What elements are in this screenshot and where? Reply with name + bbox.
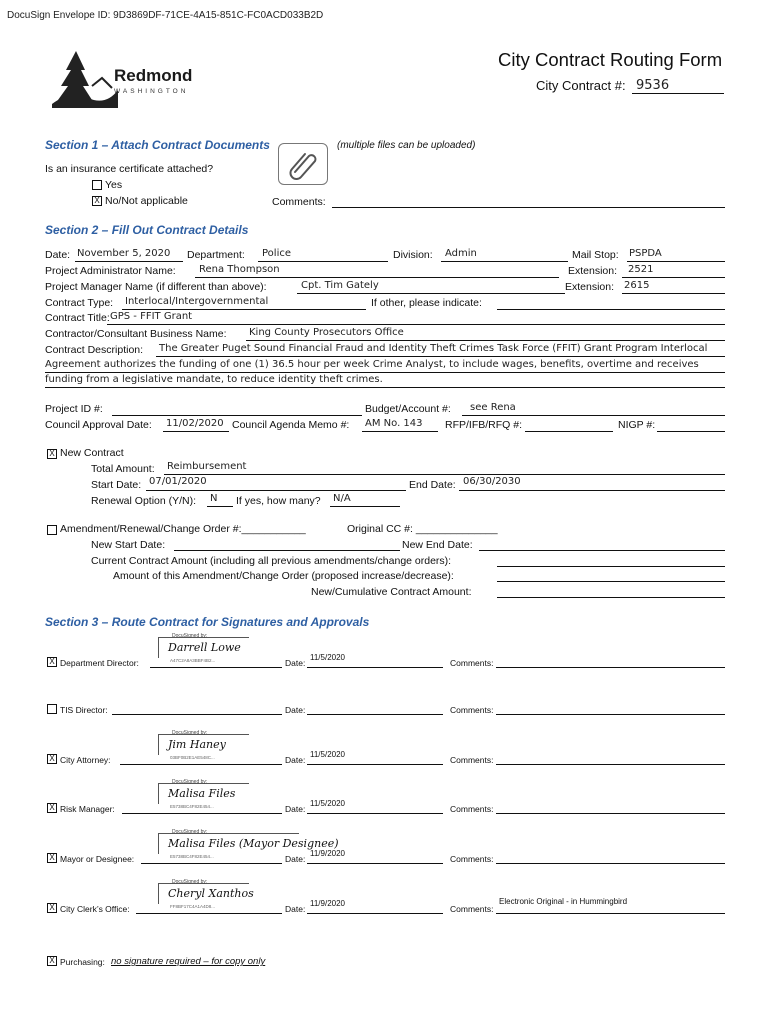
rfp-field[interactable] [525,431,613,432]
council-date-value[interactable]: 11/02/2020 [166,418,224,429]
cumulative-field[interactable] [497,597,725,598]
envelope-id: DocuSign Envelope ID: 9D3869DF-71CE-4A15-851C-FC0ACD033B2D [7,10,324,21]
signature-line[interactable] [120,764,282,765]
rfp-label: RFP/IFB/RFQ #: [445,419,523,431]
signature-line[interactable] [112,714,282,715]
approval-comments-line[interactable] [496,913,725,914]
approval-date-label: Date: [285,658,306,668]
original-cc-label: Original CC #: ______________ [347,523,498,535]
manager-label: Project Manager Name (if different than above): [45,281,267,293]
signature-line[interactable] [122,813,282,814]
project-id-label: Project ID #: [45,403,103,415]
approver-label: City Attorney: [60,755,111,765]
new-start-field[interactable] [174,550,400,551]
docusigned-label: DocuSigned by: [172,779,208,785]
approval-checkbox[interactable] [47,704,57,714]
section3-title: Section 3 – Route Contract for Signatures and Approvals [45,615,370,629]
total-amount-value[interactable]: Reimbursement [167,461,247,472]
approval-comments-line[interactable] [496,714,725,715]
approval-date-value[interactable]: 11/5/2020 [310,750,345,759]
consultant-value[interactable]: King County Prosecutors Office [249,327,404,338]
renewal-value[interactable]: N [210,493,218,504]
memo-label: Council Agenda Memo #: [232,419,350,431]
docusigned-label: DocuSigned by: [172,829,208,835]
manager-ext-label: Extension: [565,281,615,293]
amendment-label: Amendment/Renewal/Change Order #:___________ [60,523,306,535]
start-date-value[interactable]: 07/01/2020 [149,476,207,487]
signature-id: E5738BC4F82E454... [170,804,214,809]
approval-checkbox[interactable]: X [47,657,57,667]
division-value[interactable]: Admin [445,248,477,259]
approval-date-label: Date: [285,854,306,864]
new-start-label: New Start Date: [91,539,166,551]
approval-date-line[interactable] [307,863,443,864]
department-label: Department: [187,249,245,261]
budget-value[interactable]: see Rena [470,402,516,413]
other-label: If other, please indicate: [371,297,482,309]
current-amount-field[interactable] [497,566,725,567]
project-id-field[interactable] [112,415,362,416]
admin-value[interactable]: Rena Thompson [199,264,280,275]
section1-comments-label: Comments: [272,196,326,208]
approval-date-value[interactable]: 11/5/2020 [310,799,345,808]
budget-label: Budget/Account #: [365,403,451,415]
approval-date-label: Date: [285,804,306,814]
division-label: Division: [393,249,433,261]
department-value[interactable]: Police [262,248,291,259]
memo-value[interactable]: AM No. 143 [365,418,423,429]
signature-image: Malisa Files [168,787,236,800]
signature-image: Darrell Lowe [168,641,241,654]
approval-date-value[interactable]: 11/9/2020 [310,899,345,908]
docusigned-label: DocuSigned by: [172,879,208,885]
section1-comments-field[interactable] [332,207,725,208]
approval-date-line[interactable] [307,764,443,765]
approval-comments-line[interactable] [496,813,725,814]
new-end-label: New End Date: [402,539,473,551]
approval-comments-label: Comments: [450,705,494,715]
insurance-no-label: No/Not applicable [105,195,188,207]
approval-checkbox[interactable]: X [47,853,57,863]
description-line-1[interactable]: The Greater Puget Sound Financial Fraud and Identity Theft Crimes Task Force (FFIT) Grant Program Interlocal [159,343,708,354]
insurance-yes-checkbox[interactable] [92,180,102,190]
insurance-yes-label: Yes [105,179,123,191]
approver-label: City Clerk’s Office: [60,904,130,914]
end-date-value[interactable]: 06/30/2030 [463,476,521,487]
signature-image: Malisa Files (Mayor Designee) [168,837,339,850]
signature-line[interactable] [136,913,282,914]
mailstop-value[interactable]: PSPDA [629,248,662,259]
date-label: Date: [45,249,71,261]
approver-label: Department Director: [60,658,139,668]
description-line-3[interactable]: funding from a legislative mandate, to reduce identity theft crimes. [45,374,383,385]
approval-date-label: Date: [285,755,306,765]
nigp-field[interactable] [657,431,725,432]
howmany-value[interactable]: N/A [333,493,351,504]
approval-date-line[interactable] [307,714,443,715]
contract-type-value[interactable]: Interlocal/Intergovernmental [125,296,269,307]
contract-title-label: Contract Title: [45,312,110,324]
approval-comments-label: Comments: [450,755,494,765]
new-end-field[interactable] [479,550,725,551]
manager-value[interactable]: Cpt. Tim Gately [301,280,379,291]
approval-date-label: Date: [285,705,306,715]
description-label: Contract Description: [45,344,144,356]
approval-date-line[interactable] [307,813,443,814]
signature-id: FF8BF17C4A1A4D8... [170,904,216,909]
signature-id: A47C2A8A3BBF4B2... [170,658,216,663]
insurance-question: Is an insurance certificate attached? [45,163,214,175]
approval-date-line[interactable] [307,667,443,668]
renewal-label: Renewal Option (Y/N): [91,495,197,507]
approval-comments-label: Comments: [450,804,494,814]
manager-ext-value[interactable]: 2615 [624,280,650,291]
description-line-2[interactable]: Agreement authorizes the funding of one (1) 36.5 hour per week Crime Analyst, to include wages, benefits, overtime and receives [45,359,699,370]
approval-comments-line[interactable] [496,764,725,765]
signature-image: Cheryl Xanthos [168,887,254,900]
date-value[interactable]: November 5, 2020 [77,248,171,259]
contract-type-label: Contract Type: [45,297,114,309]
howmany-label: If yes, how many? [236,495,321,507]
purchasing-text: no signature required – for copy only [111,956,266,967]
nigp-label: NIGP #: [618,419,656,431]
docusigned-label: DocuSigned by: [172,730,208,736]
signature-image: Jim Haney [168,738,226,751]
approval-comments-label: Comments: [450,658,494,668]
insurance-no-checkbox[interactable]: X [92,196,102,206]
approval-date-label: Date: [285,904,306,914]
mailstop-label: Mail Stop: [572,249,619,261]
signature-id: E5738BC4F82E454... [170,854,214,859]
section1-title: Section 1 – Attach Contract Documents [45,138,270,152]
approval-comment-value[interactable]: Electronic Original - in Hummingbird [499,897,628,906]
purchasing-label: Purchasing: [60,957,105,967]
approval-checkbox[interactable]: X [47,803,57,813]
amend-amount-label: Amount of this Amendment/Change Order (proposed increase/decrease): [113,570,454,582]
docusigned-label: DocuSigned by: [172,633,208,639]
purchasing-checkbox[interactable]: X [47,956,57,966]
approval-checkbox[interactable]: X [47,754,57,764]
admin-label: Project Administrator Name: [45,265,176,277]
approval-comments-label: Comments: [450,854,494,864]
approval-date-line[interactable] [307,913,443,914]
logo-name: Redmond [114,66,193,85]
admin-ext-value[interactable]: 2521 [628,264,654,275]
contract-number[interactable]: 9536 [636,78,670,93]
contract-number-label: City Contract #: [536,78,626,93]
new-contract-label: New Contract [60,447,124,459]
consultant-label: Contractor/Consultant Business Name: [45,328,227,340]
redmond-logo [52,48,202,108]
new-contract-checkbox[interactable]: X [47,449,57,459]
section2-title: Section 2 – Fill Out Contract Details [45,223,249,237]
approval-comments-line[interactable] [496,863,725,864]
approver-label: Risk Manager: [60,804,115,814]
signature-id: 03BF0B2E1AE548C... [170,755,215,760]
approver-label: TIS Director: [60,705,108,715]
admin-ext-label: Extension: [568,265,618,277]
approval-date-value[interactable]: 11/9/2020 [310,849,345,858]
approver-label: Mayor or Designee: [60,854,135,864]
total-amount-label: Total Amount: [91,463,155,475]
paperclip-icon [279,144,327,184]
approval-checkbox[interactable]: X [47,903,57,913]
amendment-checkbox[interactable] [47,525,57,535]
signature-line[interactable] [141,863,282,864]
end-date-label: End Date: [409,479,456,491]
logo-sub: WASHINGTON [114,88,189,95]
approval-date-value[interactable]: 11/5/2020 [310,653,345,662]
approval-comments-line[interactable] [496,667,725,668]
page-title: City Contract Routing Form [498,49,723,70]
other-field[interactable] [497,309,725,310]
council-date-label: Council Approval Date: [45,419,152,431]
approval-comments-label: Comments: [450,904,494,914]
current-amount-label: Current Contract Amount (including all previous amendments/change orders): [91,555,452,567]
amend-amount-field[interactable] [497,581,725,582]
tree-mountain-icon [52,48,118,108]
upload-note: (multiple files can be uploaded) [337,140,476,151]
start-date-label: Start Date: [91,479,142,491]
cumulative-label: New/Cumulative Contract Amount: [311,586,472,598]
contract-title-value[interactable]: GPS - FFIT Grant [110,311,193,322]
signature-line[interactable] [150,667,282,668]
attach-button[interactable] [278,143,328,185]
